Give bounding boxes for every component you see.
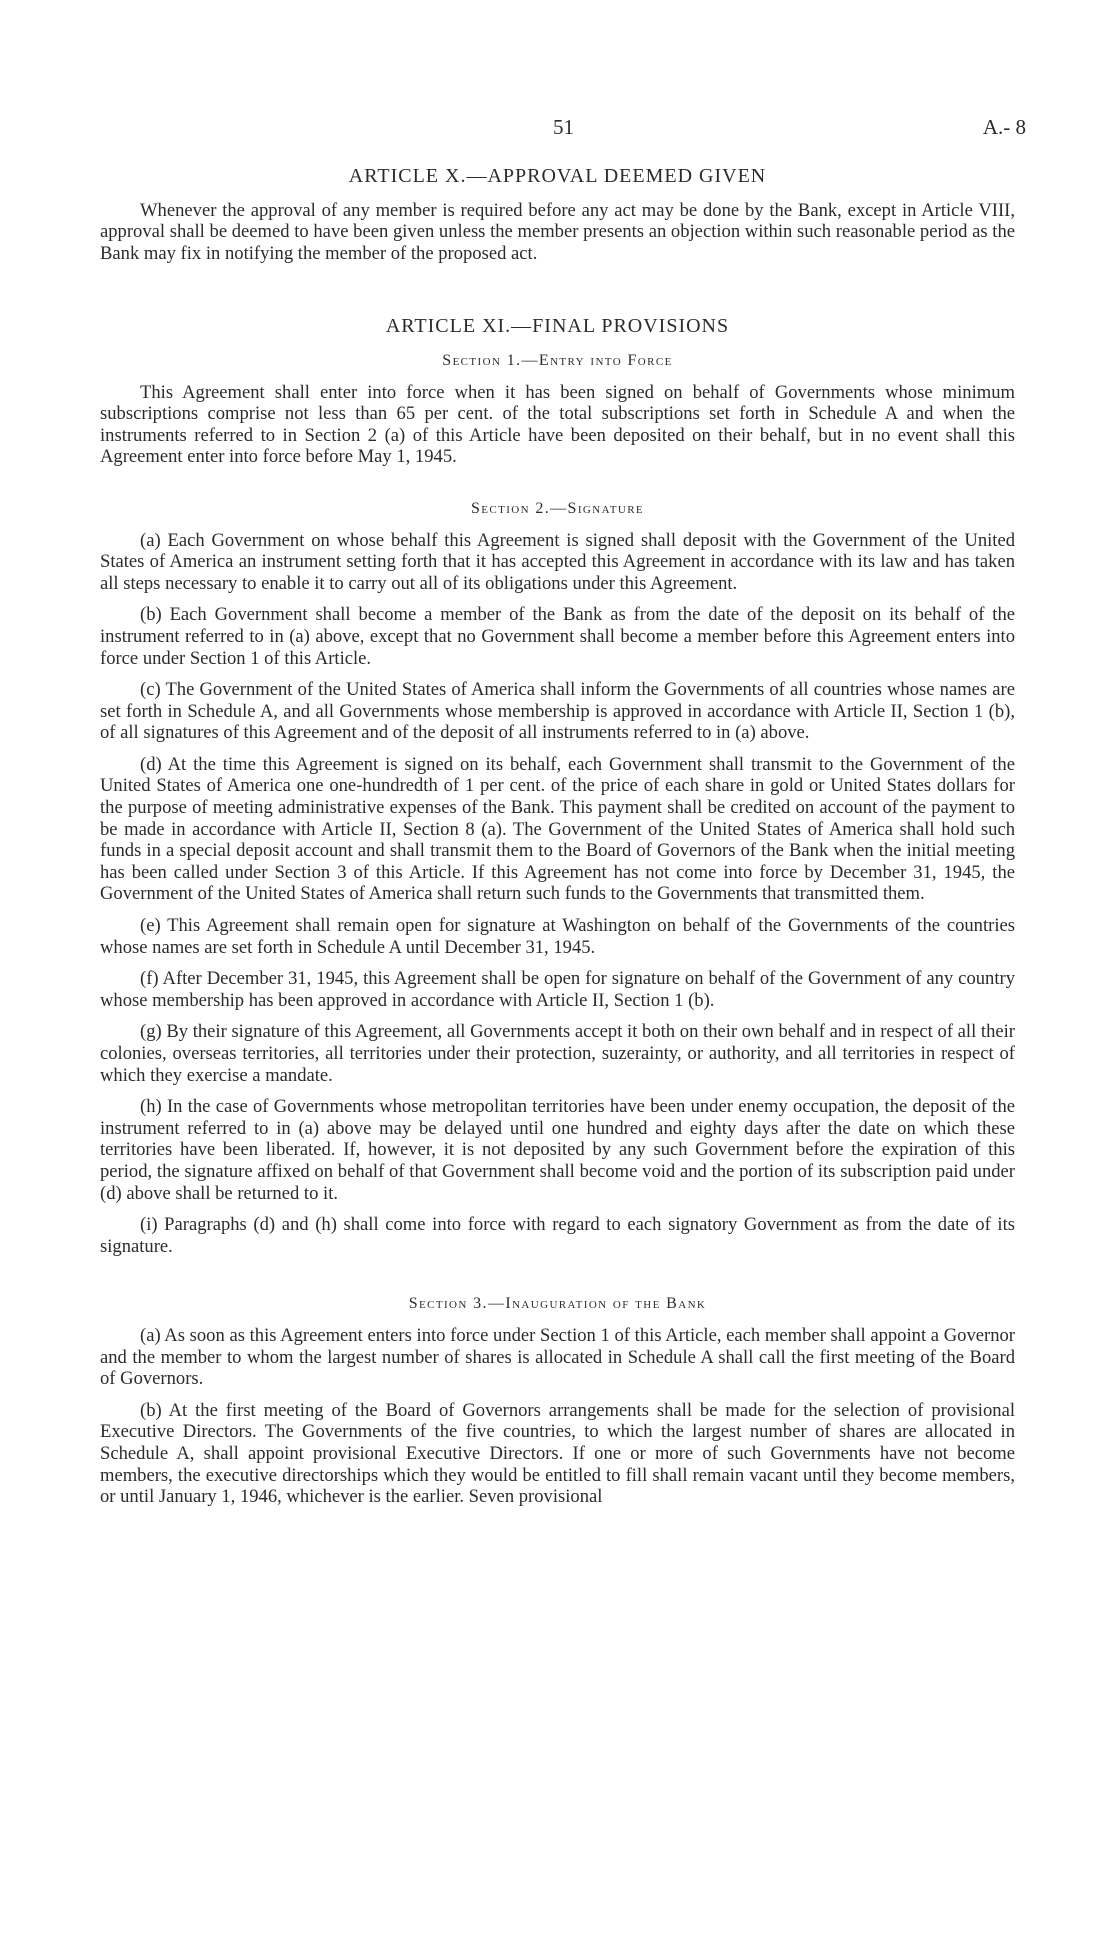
section-2-paragraph-a: (a) Each Government on whose behalf this Agreement is signed shall deposit with the Government of the United States of America an instrument setting forth that it has accepted this Agreement in accordance with its law and has taken all steps necessary to enable it to carry out all of its obligations under this Agreement.: [100, 529, 1015, 594]
section-2-paragraph-i: (i) Paragraphs (d) and (h) shall come into force with regard to each signatory Government as from the date of its signature.: [100, 1214, 1015, 1257]
article-10-title: ARTICLE X.—APPROVAL DEEMED GIVEN: [348, 165, 767, 187]
section-2-paragraph-d: (d) At the time this Agreement is signed on its behalf, each Government shall transmit to the Government of the United States of America one one-hundredth of 1 per cent. of the price of each share in gold or United States dollars for the purpose of meeting administrative expenses of the Bank. This payment shall be credited on account of the payment to be made in accordance with Article II, Section 8 (a). The Government of the United States of America shall hold such funds in a special deposit account and shall transmit them to the Board of Governors of the Bank when the initial meeting has been called under Section 3 of this Article. If this Agreement has not come into force by December 31, 1945, the Government of the United States of America shall return such funds to the Governments that transmitted them.: [100, 753, 1015, 905]
section-2-paragraph-f: (f) After December 31, 1945, this Agreement shall be open for signature on behalf of the Government of any country whose membership has been approved in accordance with Article II, Section 1 (b).: [100, 968, 1015, 1011]
article-11-title: ARTICLE XI.—FINAL PROVISIONS: [385, 315, 730, 338]
spacer: [100, 274, 1015, 316]
section-3-paragraph-a: (a) As soon as this Agreement enters into force under Section 1 of this Article, each member shall appoint a Governor and the member to whom the largest number of shares is allocated in Schedule A shall call the first meeting of the Board of Governors.: [100, 1324, 1015, 1390]
section-3-heading: Section 3.—Inauguration of the Bank: [408, 1295, 707, 1313]
page-number: 51: [553, 115, 574, 139]
section-1-heading: Section 1.—Entry into Force: [442, 351, 673, 369]
spacer: [100, 478, 1015, 498]
section-2-paragraph-h: (h) In the case of Governments whose metropolitan territories have been under enemy occupation, the deposit of the instrument referred to in (a) above may be delayed until one hundred and eighty days after the date on which these territories have been liberated. If, however, it is not deposited by any such Government before the expiration of this period, the signature affixed on behalf of that Government shall become void and the portion of its subscription paid under (d) above shall be returned to it.: [100, 1096, 1015, 1204]
page-header: [0, 115, 1114, 145]
section-3-paragraph-b: (b) At the first meeting of the Board of Governors arrangements shall be made for the selection of provisional Executive Directors. The Governments of the five countries, to which the largest number of shares are allocated in Schedule A, shall appoint provisional Executive Directors. If one or more of such Governments have not become members, the executive directorships which they would be entitled to fill shall remain vacant until they become members, or until January 1, 1946, whichever is the earlier. Seven provisional: [100, 1399, 1015, 1508]
article-10-paragraph: Whenever the approval of any member is required before any act may be done by the Bank, except in Article VIII, approval shall be deemed to have been given unless the member presents an objection within such reasonable period as the Bank may fix in notifying the member of the proposed act.: [100, 199, 1015, 264]
section-2-paragraph-c: (c) The Government of the United States of America shall inform the Governments of all countries whose names are set forth in Schedule A, and all Governments whose membership is approved in accordance with Article II, Section 1 (b), of all signatures of this Agreement and of the deposit of all instruments referred to in (a) above.: [100, 679, 1015, 744]
section-2-paragraph-e: (e) This Agreement shall remain open for signature at Washington on behalf of the Governments of the countries whose names are set forth in Schedule A until December 31, 1945.: [100, 915, 1015, 958]
document-reference: A.- 8: [982, 115, 1026, 139]
section-2-paragraph-b: (b) Each Government shall become a member of the Bank as from the date of the deposit on its behalf of the instrument referred to in (a) above, except that no Government shall become a member before this Agreement enters into force under Section 1 of this Article.: [100, 604, 1015, 669]
section-2-heading: Section 2.—Signature: [470, 499, 645, 517]
spacer: [100, 1267, 1015, 1293]
section-1-paragraph: This Agreement shall enter into force when it has been signed on behalf of Governments whose minimum subscriptions comprise not less than 65 per cent. of the total subscriptions set forth in Schedule A and when the instruments referred to in Section 2 (a) of this Article have been deposited on their behalf, but in no event shall this Agreement enter into force before May 1, 1945.: [100, 381, 1015, 468]
section-2-paragraph-g: (g) By their signature of this Agreement, all Governments accept it both on their own behalf and in respect of all their colonies, overseas territories, all territories under their protection, suzerainty, or authority, and all territories in respect of which they exercise a mandate.: [100, 1021, 1015, 1086]
page-body: [100, 166, 1015, 1518]
